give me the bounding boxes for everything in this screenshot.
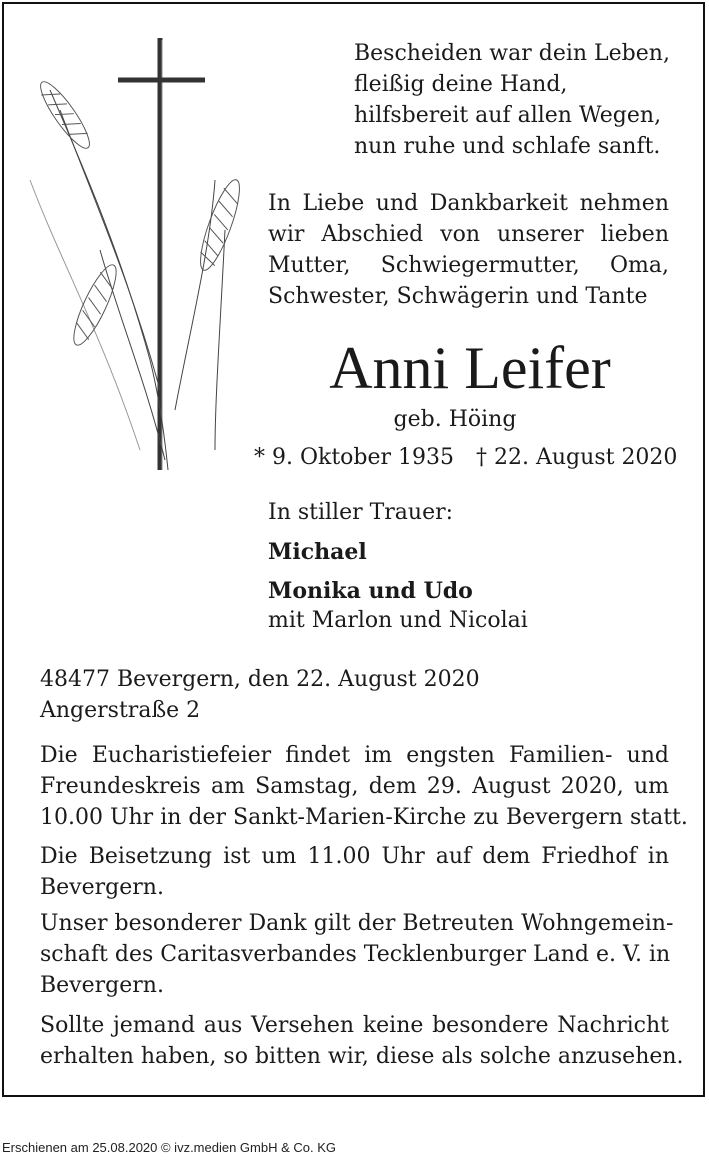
address — [40, 664, 480, 726]
poem-line: nun ruhe und schlafe sanft. — [354, 134, 661, 159]
publication-footer: Erschienen am 25.08.2020 © ivz.medien GmbH & Co. KG — [2, 1140, 337, 1155]
intro-line: Mutter, Schwiegermutter, Oma, — [268, 253, 669, 278]
birth-date: * 9. Oktober 1935 — [254, 445, 455, 470]
paragraph-line: Bevergern. — [40, 875, 164, 900]
intro-line: wir Abschied von unserer lieben — [268, 222, 669, 247]
paragraph-line: Freundeskreis am Samstag, dem 29. August 2020, um — [40, 774, 669, 799]
wheat-icon — [30, 76, 247, 470]
death-date: † 22. August 2020 — [476, 445, 678, 470]
paragraph-burial — [40, 841, 669, 903]
paragraph-line: Unser besonderer Dank gilt der Betreuten Wohngemein- — [40, 911, 674, 936]
paragraph-line: Sollte jemand aus Versehen keine besondere Nachricht — [40, 1013, 669, 1038]
cross-icon — [118, 38, 205, 470]
mourners — [268, 498, 528, 636]
poem-line: Bescheiden war dein Leben, — [354, 41, 670, 66]
paragraph-line: Die Eucharistiefeier findet im engsten Familien- und — [40, 743, 669, 768]
paragraph-line: Bevergern. — [40, 973, 164, 998]
mourner-name: Monika und Udo — [268, 578, 473, 604]
mourner-name: Michael — [268, 539, 367, 565]
intro-text — [268, 188, 669, 312]
cross-wheat-illustration — [20, 30, 260, 480]
mourner-extra: mit Marlon und Nicolai — [268, 608, 528, 633]
life-dates — [254, 443, 678, 473]
paragraph-line: 10.00 Uhr in der Sankt-Marien-Kirche zu Bevergern statt. — [40, 805, 688, 830]
poem-line: hilfsbereit auf allen Wegen, — [354, 103, 662, 128]
mourners-heading: In stiller Trauer: — [268, 500, 454, 525]
maiden-name: geb. Höing — [393, 407, 517, 432]
poem-line: fleißig deine Hand, — [354, 72, 568, 97]
paragraph-line: schaft des Caritasverbandes Tecklenburger Land e. V. in — [40, 942, 671, 967]
paragraph-notice — [40, 1010, 684, 1072]
deceased-name: Anni Leifer — [329, 335, 611, 401]
intro-line: Schwester, Schwägerin und Tante — [268, 284, 648, 309]
address-line: Angerstraße 2 — [40, 698, 201, 723]
poem — [354, 38, 670, 162]
paragraph-thanks — [40, 908, 674, 1001]
paragraph-line: erhalten haben, so bitten wir, diese als solche anzusehen. — [40, 1044, 684, 1069]
paragraph-mass — [40, 740, 688, 833]
address-line: 48477 Bevergern, den 22. August 2020 — [40, 667, 480, 692]
paragraph-line: Die Beisetzung ist um 11.00 Uhr auf dem Friedhof in — [40, 844, 669, 869]
intro-line: In Liebe und Dankbarkeit nehmen — [268, 191, 669, 216]
